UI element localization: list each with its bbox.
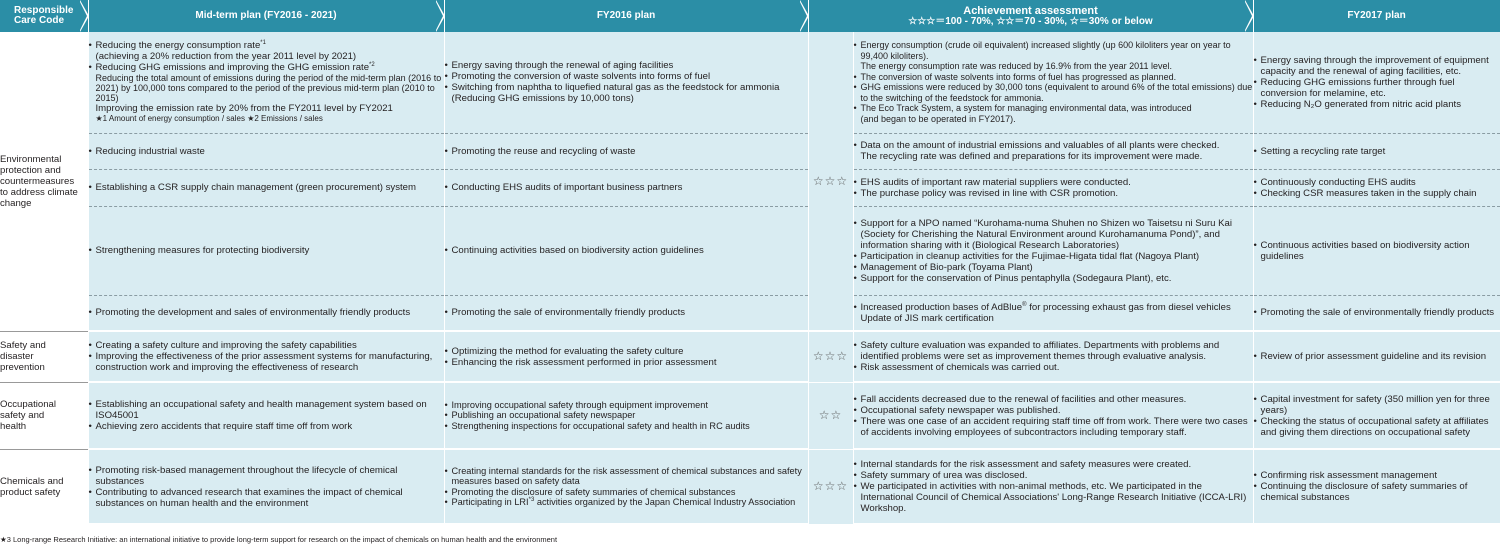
list-item: • The Eco Track System, a system for managing environmental data, was introduced [854,103,1253,114]
env-r5-midterm [88,295,444,331]
occ-fy2016 [444,382,808,449]
env-r3-fy2017 [1253,169,1500,206]
safety-row [0,331,1500,382]
env-r4-fy2017 [1253,206,1500,295]
list-item: • Checking CSR measures taken in the supply chain [1254,188,1500,199]
chem-achievement [853,449,1253,524]
text: Update of JIS mark certification [860,312,994,324]
stars-occupational: ☆☆ [808,382,853,449]
list-item: • Establishing an occupational safety and health management system based on ISO45001 [89,399,444,421]
list-item: • Promoting the conversion of waste solvents into forms of fuel [445,71,808,82]
list-item: • Creating a safety culture and improving the safety capabilities [89,340,444,351]
list-item: • Energy consumption (crude oil equivalent) increased slightly (up 600 kiloliters year on year to 99,400 kiloliters). [854,40,1253,61]
list-item: • Participating in LRI$^{*3}$ activities organized by the Japan Chemical Industry Association [445,497,808,508]
list-item: • Occupational safety newspaper was published. [854,405,1253,416]
list-item: • Achieving zero accidents that require staff time off from work [89,421,444,432]
chem-midterm [88,449,444,524]
list-item: • Review of prior assessment guideline and its revision [1254,351,1500,362]
code-environmental: Environmental protection and countermeasures to address climate change [0,32,88,331]
chem-fy2017 [1253,449,1500,524]
env-r5-achievement [853,295,1253,331]
safety-achievement [853,331,1253,382]
list-item: • Support for a NPO named “Kurohama-numa Shuhen no Shizen wo Taisetsu ni Suru Kai (Society for Cherishing the Natural Environment around Kurohamanuma Pond)”, and information sharing with it (Biological Research Laboratories) [854,218,1253,251]
list-item: • Support for the conservation of Pinus pentaphylla (Sodegaura Plant), etc. [854,273,1253,284]
list-item: • The conversion of waste solvents into forms of fuel has progressed as planned. [854,72,1253,83]
list-item: • Strengthening measures for protecting biodiversity [89,245,444,256]
list-item: • Publishing an occupational safety newspaper [445,410,808,421]
list-item: • Participation in cleanup activities for the Fujimae-Higata tidal flat (Nagoya Plant) [854,251,1253,262]
text: Reducing the total amount of emissions during the period of the mid-term plan (2016 to 2021) by 100,000 tons compared to the period of the previous mid-term plan (2010 to 2015) [95,73,442,104]
achievement-legend: ☆☆☆＝100 - 70%, ☆☆＝70 - 30%, ☆＝30% or below [908,16,1153,27]
list-item: • Continuous activities based on biodiversity action guidelines [1254,240,1500,262]
chemicals-row [0,449,1500,524]
code-safety: Safety and disaster prevention [0,331,88,382]
env-r3-achievement [853,169,1253,206]
list-item: • Reducing GHG emissions and improving the GHG emission rate$^{*2}$ [89,62,444,73]
stars-chemicals: ☆☆☆ [808,449,853,524]
env-row-3 [0,169,1500,206]
env-row-2 [0,133,1500,169]
list-item: • Energy saving through the improvement of equipment capacity and the renewal of aging facilities, etc. [1254,55,1500,77]
list-item: • Switching from naphtha to liquefied natural gas as the feedstock for ammonia [445,82,808,93]
list-item: • Setting a recycling rate target [1254,146,1500,157]
env-row-4 [0,206,1500,295]
list-item: • Continuing activities based on biodiversity action guidelines [445,245,808,256]
env-r2-fy2016 [444,133,808,169]
header-achievement [808,0,1253,32]
list-item: • There was one case of an accident requiring staff time off from work. There were two cases of accidents involving employees of subcontractors including temporary staff. [854,416,1253,438]
list-item: • Safety culture evaluation was expanded to affiliates. Departments with problems and identified problems were set as improvement themes through evaluative analysis. [854,340,1253,362]
list-item: • Confirming risk assessment management [1254,470,1500,481]
occupational-row [0,382,1500,449]
list-item: • Improving occupational safety through equipment improvement [445,400,808,411]
safety-fy2016 [444,331,808,382]
header-fy2016: FY2016 plan [444,0,808,32]
env-r2-midterm [88,133,444,169]
code-occupational: Occupational safety and health [0,382,88,449]
env-r1-fy2017 [1253,32,1500,133]
list-item: • Contributing to advanced research that examines the impact of chemical substances on human health and the environment [89,487,444,509]
achievement-title: Achievement assessment [963,5,1098,17]
env-r1-achievement [853,32,1253,133]
list-item: • Reducing N₂O generated from nitric acid plants [1254,99,1500,110]
header-midterm: Mid-term plan (FY2016 - 2021) [88,0,444,32]
list-item: • We participated in activities with non-animal methods, etc. We participated in the International Council of Chemical Associations' Long-Range Research Initiative (ICCA-LRI) Workshop. [854,481,1253,514]
list-item: • Establishing a CSR supply chain management (green procurement) system [89,182,444,193]
list-item: • Optimizing the method for evaluating the safety culture [445,346,808,357]
safety-fy2017 [1253,331,1500,382]
text: The energy consumption rate was reduced by 16.9% from the year 2011 level. [860,61,1173,72]
header-fy2017: FY2017 plan [1253,0,1500,32]
list-item: • The purchase policy was revised in line with CSR promotion. [854,188,1253,199]
list-item: • GHG emissions were reduced by 30,000 tons (equivalent to around 6% of the total emissions) due to the switching of the feedstock for ammonia. [854,82,1253,103]
list-item: • Capital investment for safety (350 million yen for three years) [1254,394,1500,416]
list-item: • Promoting the sale of environmentally friendly products [1254,307,1500,318]
list-item: • Fall accidents decreased due to the renewal of facilities and other measures. [854,394,1253,405]
list-item: • Increased production bases of AdBlue® for processing exhaust gas from diesel vehicles [854,302,1253,313]
list-item: • Promoting the development and sales of environmentally friendly products [89,307,444,318]
list-item: • Reducing industrial waste [89,146,444,157]
env-r4-fy2016 [444,206,808,295]
list-item: • Promoting the reuse and recycling of waste [445,146,808,157]
list-item: • Safety summary of urea was disclosed. [854,470,1253,481]
list-item: • Improving the effectiveness of the prior assessment systems for manufacturing, construction work and improving the effectiveness of research [89,351,444,373]
stars-environmental: ☆☆☆ [808,32,853,331]
env-r2-achievement [853,133,1253,169]
env-r4-midterm [88,206,444,295]
occ-achievement [853,382,1253,449]
list-item: • Enhancing the risk assessment performed in prior assessment [445,357,808,368]
env-r3-fy2016 [444,169,808,206]
chem-fy2016 [444,449,808,524]
list-item: • Checking the status of occupational safety at affiliates and giving them directions on occupational safety [1254,416,1500,438]
list-item: • Continuing the disclosure of safety summaries of chemical substances [1254,481,1500,503]
occ-midterm [88,382,444,449]
env-row-5 [0,295,1500,331]
midterm-note: ★1 Amount of energy consumption / sales ★2 Emissions / sales [95,114,323,124]
text: (and began to be operated in FY2017). [860,113,1016,124]
text: Improving the emission rate by 20% from the FY2011 level by FY2021 [95,103,393,115]
list-item: • Reducing the energy consumption rate$^{*1}$ [89,40,444,51]
list-item: • Reducing GHG emissions further through fuel conversion for melamine, etc. [1254,77,1500,99]
text: The recycling rate was defined and preparations for its improvement were made. [860,151,1203,162]
occ-fy2017 [1253,382,1500,449]
header-code: Responsible Care Code [0,0,88,32]
env-r5-fy2016 [444,295,808,331]
list-item: • Data on the amount of industrial emissions and valuables of all plants were checked. [854,140,1253,151]
env-r2-fy2017 [1253,133,1500,169]
list-item: • Strengthening inspections for occupational safety and health in RC audits [445,421,808,432]
list-item: • Internal standards for the risk assessment and safety measures were created. [854,459,1253,470]
list-item: • Energy saving through the renewal of aging facilities [445,60,808,71]
stars-safety: ☆☆☆ [808,331,853,382]
list-item: • Management of Bio-park (Toyama Plant) [854,262,1253,273]
list-item: • Promoting the sale of environmentally friendly products [445,307,808,318]
list-item: • Risk assessment of chemicals was carried out. [854,362,1253,373]
header-row [0,0,1500,32]
list-item: • Promoting the disclosure of safety summaries of chemical substances [445,487,808,498]
env-r4-achievement [853,206,1253,295]
list-item: • Promoting risk-based management throughout the lifecycle of chemical substances [89,465,444,487]
list-item: • EHS audits of important raw material suppliers were conducted. [854,177,1253,188]
list-item: • Creating internal standards for the risk assessment of chemical substances and safety measures based on safety data [445,466,808,487]
text: (achieving a 20% reduction from the year 2011 level by 2021) [95,51,357,63]
env-r1-midterm [88,32,444,133]
env-r5-fy2017 [1253,295,1500,331]
list-item: • Conducting EHS audits of important business partners [445,182,808,193]
safety-midterm [88,331,444,382]
code-chemicals: Chemicals and product safety [0,449,88,524]
env-r1-fy2016 [444,32,808,133]
list-item: • Continuously conducting EHS audits [1254,177,1500,188]
env-r3-midterm [88,169,444,206]
env-row-1 [0,32,1500,133]
footnote: ★3 Long-range Research Initiative: an international initiative to provide long-term support for research on the impact of chemicals on human health and the environment [0,535,558,544]
text: (Reducing GHG emissions by 10,000 tons) [451,93,634,105]
